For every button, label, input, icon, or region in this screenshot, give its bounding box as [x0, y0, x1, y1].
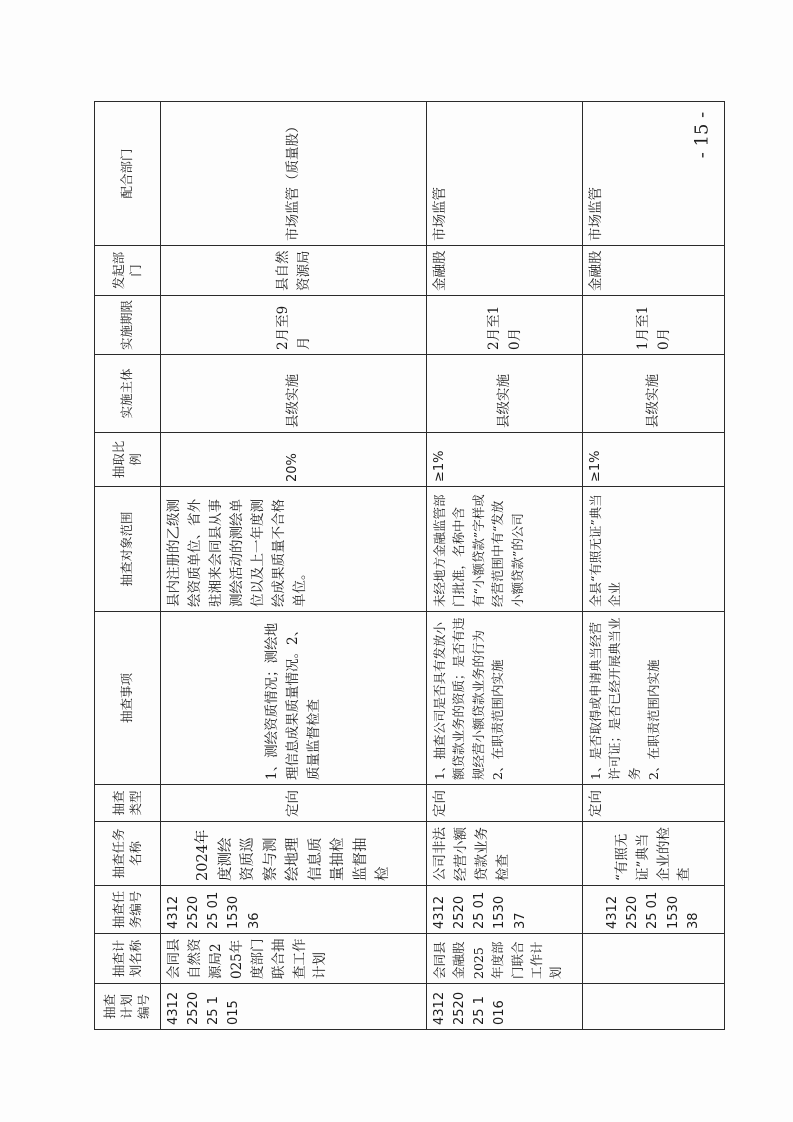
table-row [161, 102, 427, 1030]
check-type-cell: 定向 [161, 785, 427, 822]
header-plan-name: 抽查计划名称 [95, 934, 161, 984]
task-no-cell: 4312252025 01153036 [161, 886, 427, 934]
table-row [583, 102, 725, 1030]
rotated-table-frame [94, 102, 724, 1030]
check-scope-cell: 全县“有照无证”典当企业 [583, 487, 725, 612]
header-check-items: 抽查事项 [95, 612, 161, 785]
check-items-cell: 1、是否取得或申请典当经营许可证；是否已经开展典当业务 2、在职责范围内实施 [583, 612, 725, 785]
task-no-cell: 4312252025 01153037 [427, 886, 583, 934]
check-type-cell: 定向 [427, 785, 583, 822]
header-ratio: 抽取比例 [95, 433, 161, 487]
check-type-cell: 定向 [583, 785, 725, 822]
check-items-cell: 1、测绘资质情况；测绘地理信息成果质量情况。2、质量监督检查 [161, 612, 427, 785]
plan-name-cell: 会同县金融股2025年度部门联合工作计划 [427, 934, 583, 984]
subject-cell: 县级实施 [583, 355, 725, 433]
header-row [95, 102, 161, 1030]
ratio-cell: ≥1% [583, 433, 725, 487]
header-subject: 实施主体 [95, 355, 161, 433]
header-coop-dept: 配合部门 [95, 102, 161, 246]
coop-dept-cell: 市场监管 [427, 102, 583, 246]
check-scope-cell: 未经地方金融监管部门批准，名称中含有“小额贷款”字样或经营范围中有“发放小额贷款”的公司 [427, 487, 583, 612]
header-check-type: 抽查类型 [95, 785, 161, 822]
task-no-cell: 4312252025 01153038 [583, 886, 725, 934]
plan-name-cell [583, 934, 725, 984]
plan-no-cell [583, 984, 725, 1030]
header-period: 实施期限 [95, 296, 161, 355]
initiating-dept-cell: 金融股 [427, 246, 583, 296]
ratio-cell: ≥1% [427, 433, 583, 487]
table-row [427, 102, 583, 1030]
ratio-cell: 20% [161, 433, 427, 487]
check-scope-cell: 县内注册的乙级测绘资质单位、省外驻湘来会同县从事测绘活动的测绘单位以及上一年度测绘成果质量不合格单位。 [161, 487, 427, 612]
subject-cell: 县级实施 [427, 355, 583, 433]
period-cell: 2月至9月 [161, 296, 427, 355]
subject-cell: 县级实施 [161, 355, 427, 433]
task-name-cell: 公司非法经营小额贷款业务检查 [427, 822, 583, 886]
plan-name-cell: 会同县自然资源局2025年度部门联合抽查工作计划 [161, 934, 427, 984]
page-number [692, 110, 712, 160]
initiating-dept-cell: 金融股 [583, 246, 725, 296]
header-initiating-dept: 发起部门 [95, 246, 161, 296]
coop-dept-cell: 市场监管 [583, 102, 725, 246]
plan-no-cell: 4312252025 1015 [161, 984, 427, 1030]
check-items-cell: 1、抽查公司是否具有发放小额贷款业务的资质；是否有违规经营小额贷款业务的行为 2、在职责范围内实施 [427, 612, 583, 785]
period-cell: 1月至10月 [583, 296, 725, 355]
header-check-scope: 抽查对象范围 [95, 487, 161, 612]
task-name-cell: 2024年度测绘资质巡察与测绘地理信息质量抽检监督抽检 [161, 822, 427, 886]
period-cell: 2月至10月 [427, 296, 583, 355]
task-name-cell: “有照无证”典当企业的检查 [583, 822, 725, 886]
plan-no-cell: 4312252025 1016 [427, 984, 583, 1030]
header-task-name: 抽查任务名称 [95, 822, 161, 886]
initiating-dept-cell: 县自然资源局 [161, 246, 427, 296]
page-number-text: - 15 - [691, 111, 713, 159]
spot-check-plan-table [94, 101, 725, 1030]
header-plan-no: 抽查计划编号 [95, 984, 161, 1030]
header-task-no: 抽查任务编号 [95, 886, 161, 934]
coop-dept-cell: 市场监管（质量股） [161, 102, 427, 246]
